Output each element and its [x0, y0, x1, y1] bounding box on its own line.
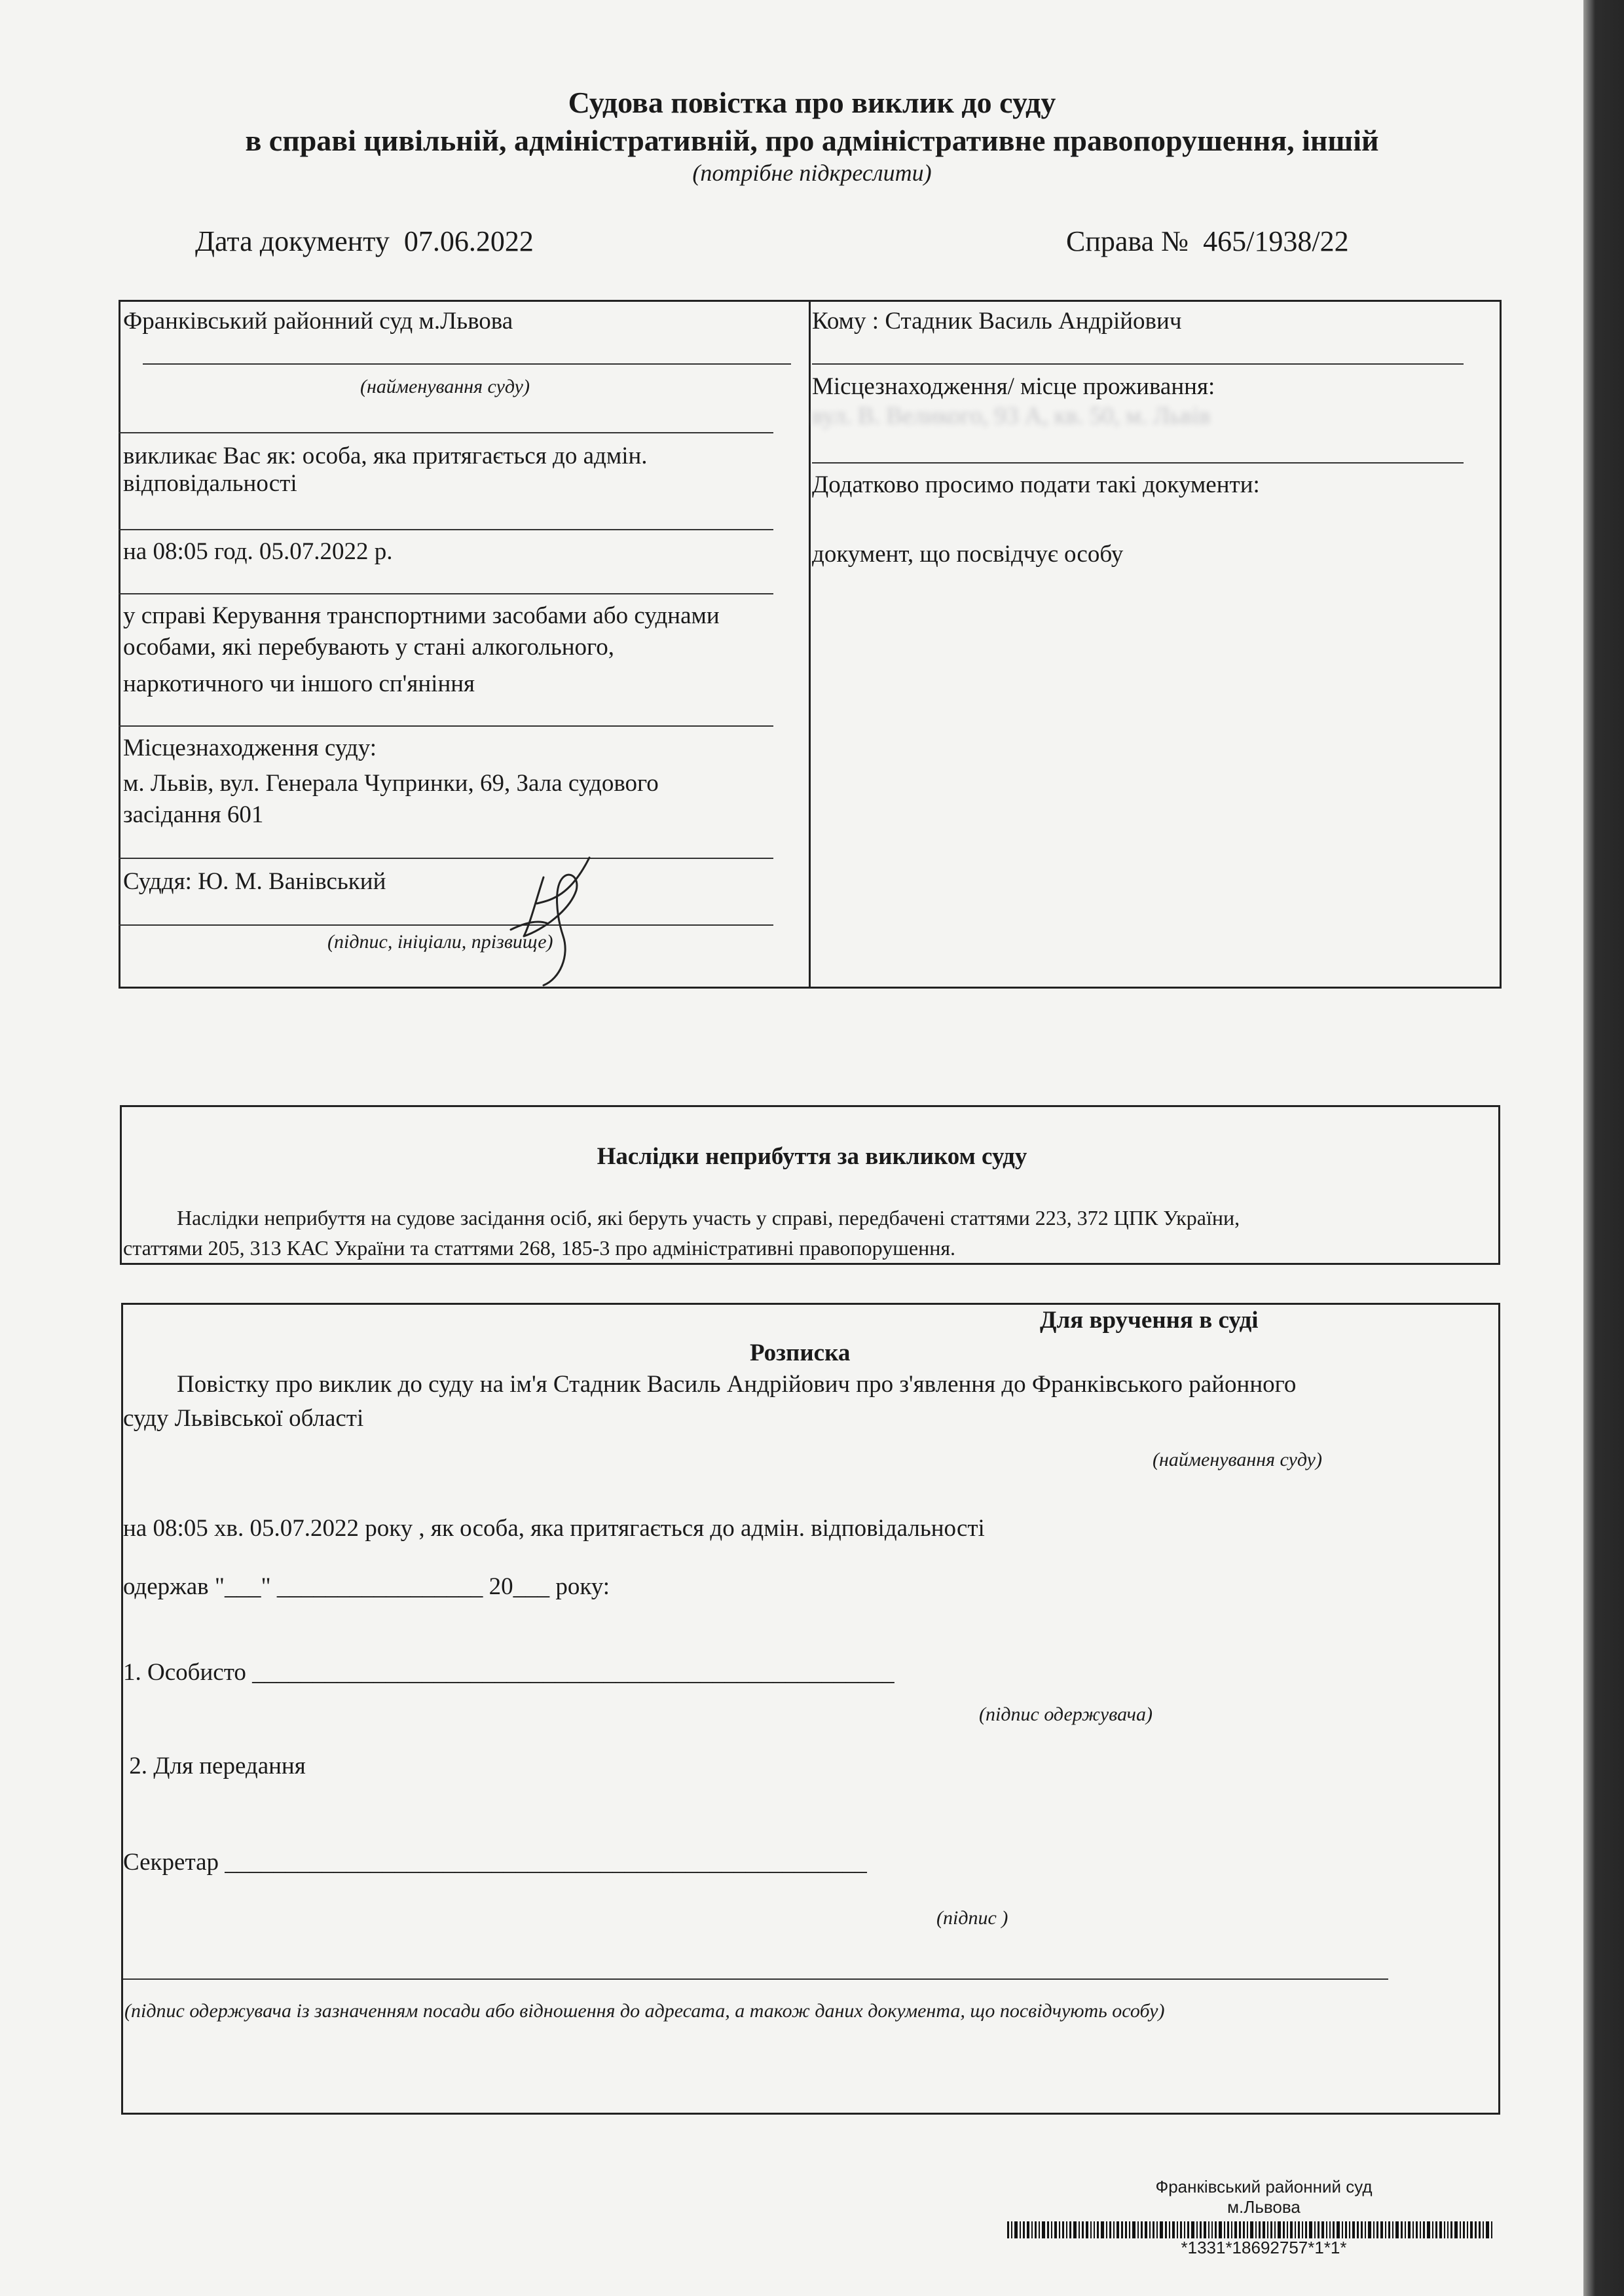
barcode-bar [1250, 2221, 1253, 2238]
barcode-bar [1231, 2221, 1232, 2238]
separator [119, 858, 773, 859]
barcode-bar [1295, 2221, 1296, 2238]
summons-role-cont: відповідальності [123, 470, 297, 497]
barcode-bar [1145, 2221, 1147, 2238]
barcode-bar [1239, 2221, 1241, 2238]
residence-value-redacted: вул. В. Великого, 93 А, кв. 50, м. Львів [812, 403, 1211, 429]
barcode-bar [1305, 2221, 1307, 2238]
barcode-bar [1132, 2221, 1135, 2238]
appointment-time: на 08:05 год. 05.07.2022 р. [123, 538, 393, 565]
barcode-bar [1392, 2221, 1393, 2238]
barcode-bar [1191, 2221, 1194, 2238]
barcode-bar [1101, 2221, 1104, 2238]
barcode-bar [1011, 2221, 1012, 2238]
barcode-bar [1395, 2221, 1399, 2238]
barcode-bar [1247, 2221, 1248, 2238]
barcode-bar [1373, 2221, 1375, 2238]
barcode-bar [1149, 2221, 1151, 2238]
barcode-bar [1352, 2221, 1355, 2238]
barcode-bar [1062, 2221, 1064, 2238]
receipt-title: Розписка [750, 1339, 851, 1366]
barcode-text: *1331*18692757*1*1* [1181, 2238, 1347, 2257]
receipt-appointment: на 08:05 хв. 05.07.2022 року , як особа, яка притягається до адмін. відповідальності [123, 1515, 985, 1542]
document-subtitle: в справі цивільній, адміністративній, про адміністративне правопорушення, іншій [245, 124, 1379, 157]
recipient-details-caption: (підпис одержувача із зазначенням посади або відношення до адресата, а також даних документа, що посвідчують особу) [124, 2000, 1165, 2022]
barcode-bar [1059, 2221, 1060, 2238]
recipient: Кому : Стадник Василь Андрійович [812, 308, 1182, 335]
judge-name: Суддя: Ю. М. Ванівський [123, 868, 386, 895]
barcode-bar [1427, 2221, 1430, 2238]
underline-note: (потрібне підкреслити) [692, 160, 932, 186]
doc-date [195, 225, 534, 258]
barcode-bar [1290, 2221, 1293, 2238]
barcode-bar [1121, 2221, 1123, 2238]
court-name-line [143, 363, 791, 365]
barcode-bar [1042, 2221, 1045, 2238]
barcode-icon [1007, 2221, 1510, 2238]
barcode-bar [1200, 2221, 1202, 2238]
barcode-bar [1066, 2221, 1067, 2238]
secretary-signature-field: Секретар _____________________________________________________ [123, 1849, 867, 1876]
barcode-bar [1169, 2221, 1170, 2238]
barcode-bar [1405, 2221, 1406, 2238]
barcode-bar [1215, 2221, 1217, 2238]
barcode-bar [1479, 2221, 1481, 2238]
signature-caption: (підпис, ініціали, прізвище) [327, 931, 553, 953]
barcode-bar [1447, 2221, 1449, 2238]
barcode-bar [1345, 2221, 1347, 2238]
barcode-bar [1113, 2221, 1115, 2238]
barcode-bar [1031, 2221, 1033, 2238]
barcode-bar [1388, 2221, 1390, 2238]
barcode-bar [1408, 2221, 1411, 2238]
barcode-bar [1020, 2221, 1021, 2238]
residence-line [812, 462, 1464, 464]
barcode-bar [1073, 2221, 1077, 2238]
barcode-bar [1160, 2221, 1163, 2238]
barcode-bar [1039, 2221, 1040, 2238]
barcode-bar [1420, 2221, 1421, 2238]
barcode-bar [1270, 2221, 1272, 2238]
barcode-bar [1314, 2221, 1316, 2238]
documents-value: документ, що посвідчує особу [812, 541, 1124, 568]
doc-date-label: Дата документу [195, 225, 390, 257]
separator [119, 529, 773, 530]
barcode-bar [1227, 2221, 1229, 2238]
barcode-bar [1376, 2221, 1378, 2238]
barcode-bar [1326, 2221, 1327, 2238]
transfer-label: 2. Для передання [123, 1753, 306, 1779]
barcode-bar [1094, 2221, 1095, 2238]
barcode-bar [1491, 2221, 1492, 2238]
receipt-text-1: Повістку про виклик до суду на ім'я Стадник Василь Андрійович про з'явлення до Франківського районного [177, 1371, 1297, 1398]
doc-date-value: 07.06.2022 [403, 225, 534, 257]
receipt-court-caption: (найменування суду) [1153, 1449, 1322, 1470]
barcode-bar [1444, 2221, 1445, 2238]
barcode-bar [1097, 2221, 1099, 2238]
barcode-bar [1287, 2221, 1288, 2238]
court-name-caption: (найменування суду) [360, 376, 530, 397]
barcode-bar [1365, 2221, 1366, 2238]
barcode-bar [1309, 2221, 1312, 2238]
barcode-bar [1027, 2221, 1029, 2238]
separator [119, 593, 773, 594]
court-name: Франківський районний суд м.Львова [123, 308, 513, 335]
case-number-label: Справа № [1066, 225, 1189, 257]
barcode-bar [1156, 2221, 1158, 2238]
barcode-bar [1243, 2221, 1245, 2238]
barcode-bar [1047, 2221, 1049, 2238]
barcode-bar [1357, 2221, 1359, 2238]
document-title: Судова повістка про виклик до суду [568, 86, 1056, 119]
barcode-bar [1416, 2221, 1418, 2238]
barcode-bar [1234, 2221, 1237, 2238]
barcode-bar [1274, 2221, 1276, 2238]
barcode-bar [1035, 2221, 1037, 2238]
court-location-label: Місцезнаходження суду: [123, 735, 377, 761]
barcode-bar [1450, 2221, 1452, 2238]
documents-label: Додатково просимо подати такі документи: [812, 471, 1260, 498]
barcode-bar [1278, 2221, 1281, 2238]
barcode-bar [1333, 2221, 1335, 2238]
barcode-bar [1486, 2221, 1489, 2238]
summons-role: викликає Вас як: особа, яка притягається до адмін. [123, 443, 648, 469]
barcode-bar [1318, 2221, 1320, 2238]
barcode-bar [1439, 2221, 1442, 2238]
barcode-bar [1153, 2221, 1154, 2238]
recipient-line [812, 363, 1464, 365]
secretary-signature-caption: (підпис ) [936, 1907, 1008, 1929]
footer-court-line2: м.Львова [1227, 2197, 1301, 2217]
barcode-bar [1259, 2221, 1261, 2238]
recipient-signature-caption: (підпис одержувача) [979, 1704, 1153, 1725]
barcode-bar [1283, 2221, 1285, 2238]
barcode-bar [1267, 2221, 1268, 2238]
barcode-bar [1211, 2221, 1213, 2238]
for-court-delivery: Для вручення в суді [1040, 1307, 1259, 1334]
barcode-bar [1141, 2221, 1143, 2238]
personally-signature-field: 1. Особисто _____________________________________________________ [123, 1659, 895, 1686]
footer-court-line1: Франківський районний суд [1155, 2177, 1373, 2196]
barcode-bar [1082, 2221, 1084, 2238]
barcode-bar [1432, 2221, 1433, 2238]
barcode-bar [1337, 2221, 1340, 2238]
barcode-bar [1460, 2221, 1461, 2238]
consequences-title: Наслідки неприбуття за викликом суду [597, 1143, 1027, 1170]
case-subject-3: наркотичного чи іншого сп'яніння [123, 670, 475, 697]
barcode-bar [1329, 2221, 1331, 2238]
barcode-bar [1368, 2221, 1371, 2238]
barcode-bar [1165, 2221, 1167, 2238]
barcode-bar [1255, 2221, 1257, 2238]
column-divider [809, 300, 811, 989]
barcode-bar [1349, 2221, 1350, 2238]
barcode-bar [1463, 2221, 1465, 2238]
barcode-bar [1106, 2221, 1107, 2238]
barcode-bar [1204, 2221, 1206, 2238]
barcode-bar [1090, 2221, 1092, 2238]
barcode-bar [1007, 2221, 1009, 2238]
barcode-bar [1321, 2221, 1324, 2238]
residence-label: Місцезнаходження/ місце проживання: [812, 373, 1215, 400]
barcode-bar [1079, 2221, 1080, 2238]
barcode-bar [1298, 2221, 1300, 2238]
barcode-bar [1069, 2221, 1071, 2238]
barcode-bar [1302, 2221, 1303, 2238]
separator [119, 725, 773, 727]
barcode-bar [1263, 2221, 1265, 2238]
barcode-bar [1483, 2221, 1484, 2238]
barcode-bar [1051, 2221, 1052, 2238]
barcode-bar [1196, 2221, 1198, 2238]
barcode-bar [1116, 2221, 1119, 2238]
barcode-bar [1412, 2221, 1414, 2238]
court-location-2: засідання 601 [123, 801, 264, 828]
barcode-bar [1219, 2221, 1222, 2238]
footer-court-name [1113, 2177, 1414, 2217]
barcode-bar [1224, 2221, 1225, 2238]
received-date-field: одержав "___" _________________ 20___ року: [123, 1573, 610, 1600]
barcode-bar [1208, 2221, 1209, 2238]
barcode-bar [1435, 2221, 1437, 2238]
case-subject-2: особами, які перебувають у стані алкогольного, [123, 634, 615, 661]
case-number-value: 465/1938/22 [1203, 225, 1349, 257]
barcode-bar [1470, 2221, 1473, 2238]
barcode-bar [1423, 2221, 1425, 2238]
barcode-bar [1129, 2221, 1130, 2238]
barcode-bar [1125, 2221, 1127, 2238]
barcode-bar [1475, 2221, 1477, 2238]
barcode-bar [1380, 2221, 1383, 2238]
case-subject-1: у справі Керування транспортними засобами або суднами [123, 602, 720, 629]
barcode-bar [1086, 2221, 1088, 2238]
receipt-text-2: суду Львівської області [123, 1405, 364, 1432]
recipient-details-line [123, 1978, 1388, 1980]
barcode-bar [1109, 2221, 1111, 2238]
barcode-bar [1454, 2221, 1458, 2238]
barcode-bar [1054, 2221, 1057, 2238]
barcode-bar [1184, 2221, 1185, 2238]
barcode-bar [1177, 2221, 1178, 2238]
barcode-bar [1172, 2221, 1175, 2238]
barcode-bar [1180, 2221, 1182, 2238]
barcode-bar [1361, 2221, 1363, 2238]
barcode-bar [1385, 2221, 1386, 2238]
separator [119, 432, 773, 433]
court-location-1: м. Львів, вул. Генерала Чупринки, 69, Зала судового [123, 770, 659, 797]
barcode-bar [1023, 2221, 1025, 2238]
consequences-text-1: Наслідки неприбуття на судове засідання осіб, які беруть участь у справі, передбачені статтями 223, 372 ЦПК України, [177, 1206, 1240, 1230]
case-number [1066, 225, 1349, 258]
barcode-bar [1342, 2221, 1343, 2238]
barcode-bar [1187, 2221, 1189, 2238]
judge-signature-icon [498, 838, 616, 989]
separator [119, 924, 773, 926]
barcode-bar [1137, 2221, 1139, 2238]
barcode-bar [1014, 2221, 1018, 2238]
barcode-bar [1467, 2221, 1468, 2238]
barcode-bar [1401, 2221, 1403, 2238]
consequences-text-2: статтями 205, 313 КАС України та статтями 268, 185-3 про адміністративні правопорушення. [123, 1236, 956, 1260]
